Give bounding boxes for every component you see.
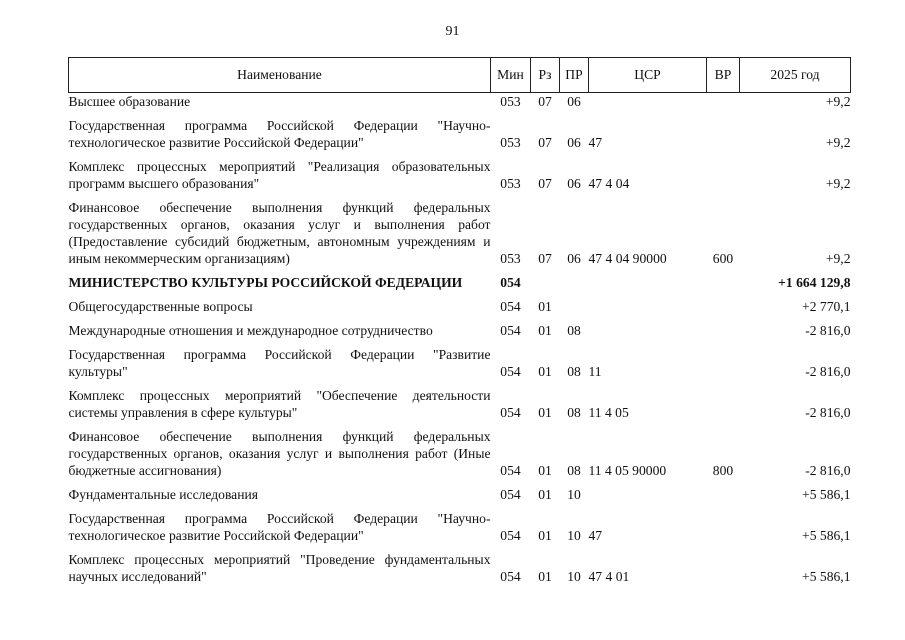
row-rz: 01 <box>538 405 552 420</box>
table-row <box>69 322 851 339</box>
row-rz: 01 <box>538 569 552 584</box>
row-min: 053 <box>500 94 521 109</box>
header-vr: ВР <box>707 58 740 93</box>
row-csr <box>589 322 707 339</box>
table-row <box>69 428 851 479</box>
header-pr: ПР <box>560 58 589 93</box>
row-spacer-cell <box>69 503 851 510</box>
row-csr <box>589 93 707 111</box>
row-min: 054 <box>500 487 521 502</box>
row-amount: +9,2 <box>825 251 851 266</box>
row-pr: 10 <box>567 528 581 543</box>
row-min: 054 <box>500 275 521 290</box>
row-name: Финансовое обеспечение выполнения функций федеральных государственных органов, оказания услуг и выполнения работ (Иные бюджетные ассигнования) <box>68 429 491 478</box>
row-vr: 800 <box>712 463 734 478</box>
row-name: Комплекс процессных мероприятий "Проведение фундаментальных научных исследований" <box>68 552 491 584</box>
row-spacer <box>69 267 851 274</box>
row-rz: 07 <box>538 94 552 109</box>
table-row <box>69 486 851 503</box>
row-amount: +9,2 <box>825 176 851 191</box>
row-name: Финансовое обеспечение выполнения функций федеральных государственных органов, оказания услуг и выполнения работ (Предоставление субсидий бюджетным, автономным учреждениям и иным некоммерческим организациям) <box>68 200 491 266</box>
row-rz: 07 <box>538 251 552 266</box>
row-name: Государственная программа Российской Федерации "Развитие культуры" <box>68 347 491 379</box>
row-amount: -2 816,0 <box>805 364 851 379</box>
row-spacer-cell <box>69 291 851 298</box>
table-row <box>69 93 851 111</box>
row-spacer <box>69 503 851 510</box>
row-min: 054 <box>500 405 521 420</box>
header-name: Наименование <box>69 58 491 93</box>
row-amount: -2 816,0 <box>805 405 851 420</box>
row-vr <box>707 346 740 380</box>
row-csr: 11 4 05 <box>588 405 629 420</box>
table-row <box>69 346 851 380</box>
row-rz: 01 <box>538 463 552 478</box>
header-csr: ЦСР <box>589 58 707 93</box>
row-vr <box>707 551 740 585</box>
row-amount: +5 586,1 <box>802 569 851 584</box>
row-rz: 01 <box>538 487 552 502</box>
row-pr: 06 <box>567 176 581 191</box>
row-rz: 07 <box>538 176 552 191</box>
row-min: 054 <box>500 463 521 478</box>
row-rz: 07 <box>538 135 552 150</box>
row-name: Фундаментальные исследования <box>68 487 259 502</box>
row-spacer-cell <box>69 267 851 274</box>
row-pr: 06 <box>567 251 581 266</box>
table-header-row <box>69 58 851 93</box>
row-amount: -2 816,0 <box>805 463 851 478</box>
row-pr: 06 <box>567 135 581 150</box>
row-spacer <box>69 291 851 298</box>
row-csr <box>589 274 707 291</box>
row-pr: 06 <box>567 94 581 109</box>
row-vr <box>707 274 740 291</box>
row-spacer <box>69 315 851 322</box>
row-amount: -2 816,0 <box>805 323 851 338</box>
budget-table <box>68 57 851 585</box>
row-vr <box>707 93 740 111</box>
row-spacer-cell <box>69 544 851 551</box>
row-name: Высшее образование <box>68 94 191 109</box>
row-csr: 11 4 05 90000 <box>588 463 667 478</box>
row-amount: +1 664 129,8 <box>778 275 851 290</box>
row-csr: 47 4 01 <box>588 569 630 584</box>
row-csr: 47 4 04 <box>588 176 630 191</box>
row-csr: 11 <box>588 364 602 379</box>
row-spacer-cell <box>69 339 851 346</box>
row-spacer-cell <box>69 479 851 486</box>
row-pr: 08 <box>567 323 581 338</box>
row-amount: +2 770,1 <box>802 299 851 314</box>
row-min: 054 <box>500 323 521 338</box>
header-year: 2025 год <box>740 58 851 93</box>
row-spacer <box>69 479 851 486</box>
row-spacer <box>69 192 851 199</box>
row-amount: +5 586,1 <box>802 487 851 502</box>
row-spacer-cell <box>69 315 851 322</box>
row-min: 054 <box>500 528 521 543</box>
table-row <box>69 199 851 267</box>
row-amount: +5 586,1 <box>802 528 851 543</box>
row-vr <box>707 298 740 315</box>
row-pr: 10 <box>567 569 581 584</box>
row-min: 054 <box>500 569 521 584</box>
row-csr: 47 4 04 90000 <box>588 251 667 266</box>
row-pr <box>560 274 589 291</box>
row-spacer-cell <box>69 110 851 117</box>
row-name: Комплекс процессных мероприятий "Обеспечение деятельности системы управления в сфере культуры" <box>68 388 491 420</box>
header-min: Мин <box>491 58 531 93</box>
row-pr <box>560 298 589 315</box>
row-spacer <box>69 339 851 346</box>
row-name: Международные отношения и международное сотрудничество <box>68 323 433 338</box>
table-row <box>69 387 851 421</box>
row-spacer-cell <box>69 380 851 387</box>
row-name: Комплекс процессных мероприятий "Реализация образовательных программ высшего образования" <box>68 159 491 191</box>
row-name: Государственная программа Российской Федерации "Научно-технологическое развитие Российской Федерации" <box>68 511 491 543</box>
row-csr <box>589 298 707 315</box>
row-vr <box>707 387 740 421</box>
row-vr <box>707 117 740 151</box>
row-spacer-cell <box>69 192 851 199</box>
row-vr <box>707 510 740 544</box>
row-min: 054 <box>500 299 521 314</box>
row-rz: 01 <box>538 364 552 379</box>
table-row <box>69 551 851 585</box>
header-rz: Рз <box>531 58 560 93</box>
row-spacer <box>69 421 851 428</box>
table-row <box>69 274 851 291</box>
row-min: 053 <box>500 176 521 191</box>
row-amount: +9,2 <box>825 94 851 109</box>
table-row <box>69 158 851 192</box>
row-pr: 08 <box>567 364 581 379</box>
row-csr <box>589 486 707 503</box>
table-row <box>69 117 851 151</box>
row-pr: 08 <box>567 405 581 420</box>
row-amount: +9,2 <box>825 135 851 150</box>
row-spacer <box>69 380 851 387</box>
table-row <box>69 510 851 544</box>
row-spacer-cell <box>69 151 851 158</box>
row-pr: 08 <box>567 463 581 478</box>
page-number: 91 <box>445 24 460 39</box>
table-body <box>69 93 851 586</box>
row-name: МИНИСТЕРСТВО КУЛЬТУРЫ РОССИЙСКОЙ ФЕДЕРАЦИИ <box>68 275 463 290</box>
row-rz: 01 <box>538 323 552 338</box>
row-vr <box>707 486 740 503</box>
row-vr: 600 <box>712 251 734 266</box>
row-rz <box>531 274 560 291</box>
row-min: 053 <box>500 251 521 266</box>
table-row <box>69 298 851 315</box>
row-min: 053 <box>500 135 521 150</box>
row-spacer <box>69 151 851 158</box>
row-rz: 01 <box>538 528 552 543</box>
row-spacer <box>69 110 851 117</box>
row-pr: 10 <box>567 487 581 502</box>
row-csr: 47 <box>588 135 603 150</box>
row-csr: 47 <box>588 528 603 543</box>
row-min: 054 <box>500 364 521 379</box>
row-spacer-cell <box>69 421 851 428</box>
row-name: Общегосударственные вопросы <box>68 299 253 314</box>
row-name: Государственная программа Российской Федерации "Научно-технологическое развитие Российской Федерации" <box>68 118 491 150</box>
row-spacer <box>69 544 851 551</box>
row-vr <box>707 158 740 192</box>
row-rz: 01 <box>538 299 552 314</box>
row-vr <box>707 322 740 339</box>
